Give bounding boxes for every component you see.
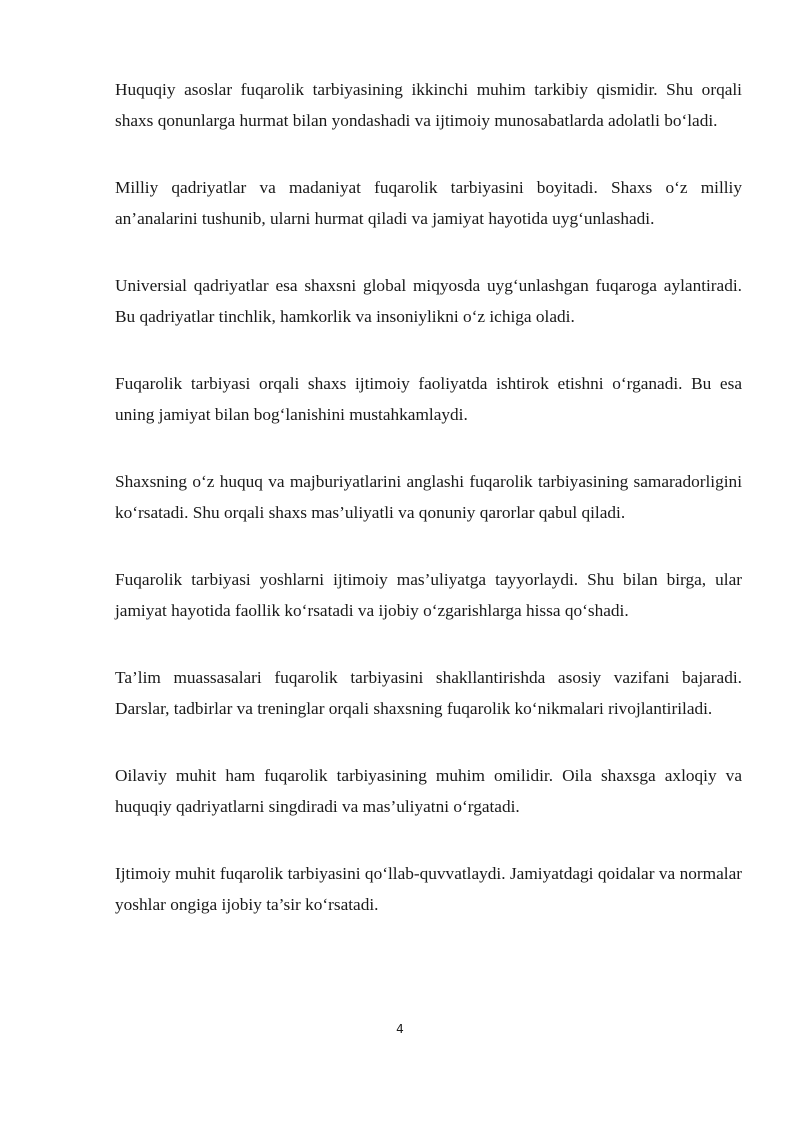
- paragraph-5: Shaxsning o‘z huquq va majburiyatlarini anglashi fuqarolik tarbiyasining samaradorligini ko‘rsatadi. Shu orqali shaxs mas’uliyatli va qonuniy qarorlar qabul qiladi.: [115, 472, 742, 522]
- paragraph-7: Ta’lim muassasalari fuqarolik tarbiyasini shakllantirishda asosiy vazifani bajaradi. Darslar, tadbirlar va treninglar orqali shaxsning fuqarolik ko‘nikmalari rivojlantiriladi.: [115, 668, 742, 718]
- paragraph-8: Oilaviy muhit ham fuqarolik tarbiyasining muhim omilidir. Oila shaxsga axloqiy va huquqiy qadriyatlarni singdiradi va mas’uliyatni o‘rgatadi.: [115, 766, 742, 816]
- paragraph-6: Fuqarolik tarbiyasi yoshlarni ijtimoiy mas’uliyatga tayyorlaydi. Shu bilan birga, ular jamiyat hayotida faollik ko‘rsatadi va ijobiy o‘zgarishlarga hissa qo‘shadi.: [115, 570, 742, 620]
- paragraph-1: Huquqiy asoslar fuqarolik tarbiyasining ikkinchi muhim tarkibiy qismidir. Shu orqali shaxs qonunlarga hurmat bilan yondashadi va ijtimoiy munosabatlarda adolatli bo‘ladi.: [115, 80, 742, 130]
- page-number: 4: [396, 1022, 404, 1036]
- paragraph-4: Fuqarolik tarbiyasi orqali shaxs ijtimoiy faoliyatda ishtirok etishni o‘rganadi. Bu esa uning jamiyat bilan bog‘lanishini mustahkamlaydi.: [115, 374, 742, 424]
- paragraph-9: Ijtimoiy muhit fuqarolik tarbiyasini qo‘llab-quvvatlaydi. Jamiyatdagi qoidalar va normalar yoshlar ongiga ijobiy ta’sir ko‘rsatadi.: [115, 864, 742, 914]
- page-body: [115, 74, 742, 920]
- paragraph-2: Milliy qadriyatlar va madaniyat fuqarolik tarbiyasini boyitadi. Shaxs o‘z milliy an’analarini tushunib, ularni hurmat qiladi va jamiyat hayotida uyg‘unlashadi.: [115, 178, 742, 228]
- paragraph-3: Universial qadriyatlar esa shaxsni global miqyosda uyg‘unlashgan fuqaroga aylantiradi. Bu qadriyatlar tinchlik, hamkorlik va insoniylikni o‘z ichiga oladi.: [115, 276, 742, 326]
